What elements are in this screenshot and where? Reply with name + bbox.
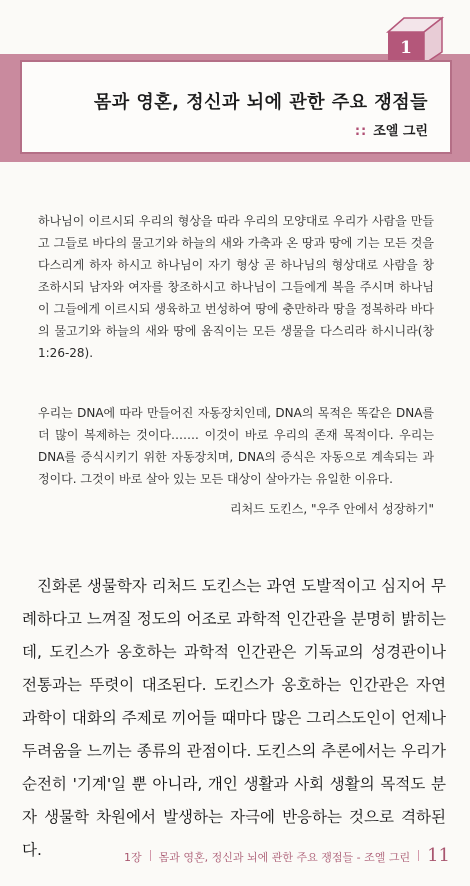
footer-title: 몸과 영혼, 정신과 뇌에 관한 주요 쟁점들 - 조엘 그린	[158, 851, 411, 864]
page-number: 11	[427, 845, 450, 866]
page-footer	[124, 845, 450, 866]
author-name: 조엘 그린	[373, 124, 428, 139]
article-title: 몸과 영혼, 정신과 뇌에 관한 주요 쟁점들	[93, 92, 428, 113]
footer-chapter: 1장	[124, 851, 142, 864]
author-dots-icon: ::	[354, 124, 368, 139]
chapter-cube-icon	[384, 14, 446, 64]
footer-divider	[418, 850, 419, 861]
body-paragraph: 진화론 생물학자 리처드 도킨스는 과연 도발적이고 심지어 무례하다고 느껴질 정도의 어조로 과학적 인간관을 분명히 밝히는데, 도킨스가 옹호하는 과학적 인간관은 기독교의 성경관이나 전통과는 뚜렷이 대조된다. 도킨스가 옹호하는 인간관은 자연 과학이 대화의 주제로 끼어들 때마다 많은 그리스도인이 언제나 두려움을 느끼는 종류의 관점이다. 도킨스의 추론에서는 우리가 순전히 '기계'일 뿐 아니라, 개인 생활과 사회 생활의 목적도 분자 생물학 차원에서 발생하는 자극에 반응하는 것으로 격하된다.	[22, 577, 446, 859]
dawkins-quote: 우리는 DNA에 따라 만들어진 자동장치인데, DNA의 목적은 똑같은 DNA를 더 많이 복제하는 것이다……. 이것이 바로 우리의 존재 목적이다. 우리는 DNA를 증식시키기 위한 자동장치며, DNA의 증식은 자동으로 계속되는 과정이다. 그것이 바로 살아 있는 모든 대상이 살아가는 유일한 이유다.	[38, 406, 434, 486]
footer-divider	[150, 850, 151, 861]
genesis-quote: 하나님이 이르시되 우리의 형상을 따라 우리의 모양대로 우리가 사람을 만들고 그들로 바다의 물고기와 하늘의 새와 가축과 온 땅과 땅에 기는 모든 것을 다스리게 하자 하시고 하나님이 자기 형상 곧 하나님의 형상대로 사람을 창조하시되 남자와 여자를 창조하시고 하나님이 그들에게 복을 주시며 하나님이 그들에게 이르시되 생육하고 번성하여 땅에 충만하라 땅을 정복하라 바다의 물고기와 하늘의 새와 땅에 움직이는 모든 생물을 다스리라 하시니라(창 1:26-28).	[38, 214, 434, 360]
author-line	[20, 120, 428, 139]
chapter-number: 1	[388, 32, 424, 64]
dawkins-quote-source: 리처드 도킨스, "우주 안에서 성장하기"	[230, 502, 434, 516]
